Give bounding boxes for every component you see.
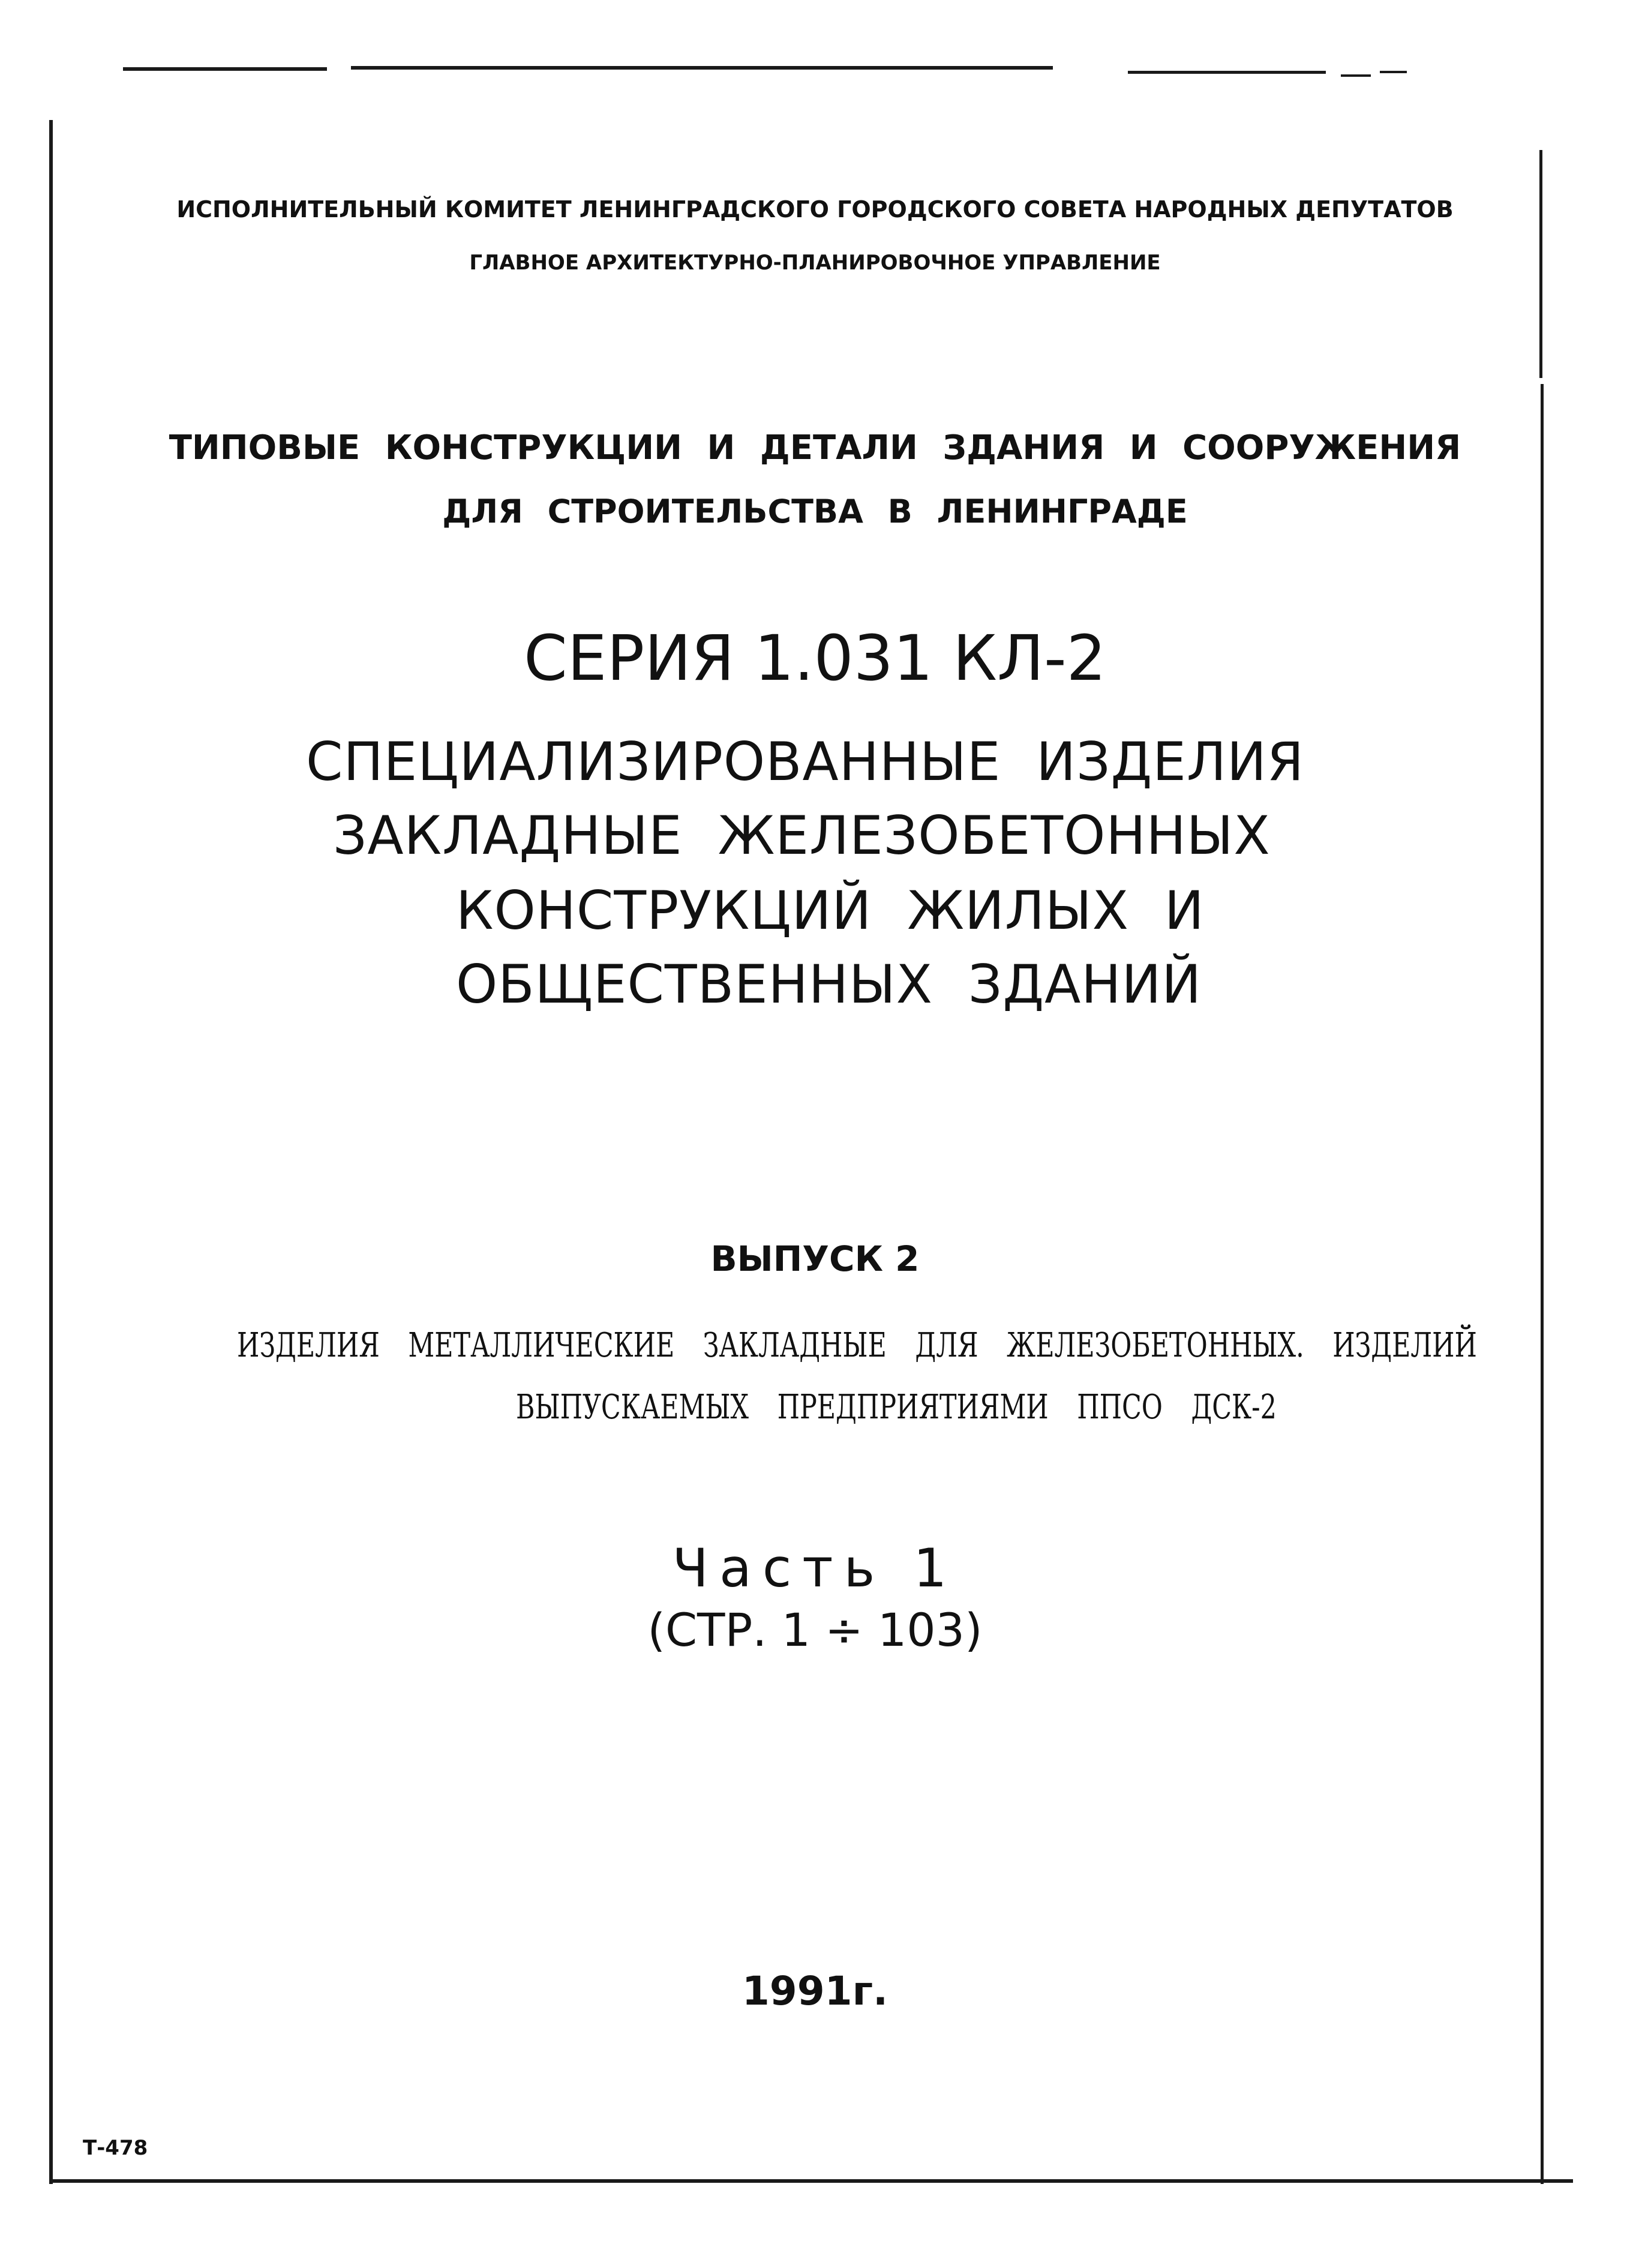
top-rule-segment-3 — [1128, 71, 1326, 74]
publication-year: 1991г. — [742, 1968, 888, 2014]
page-range: (СТР. 1 ÷ 103) — [647, 1603, 983, 1657]
title-line-3: КОНСТРУКЦИЙ ЖИЛЫХ И — [456, 880, 1205, 941]
issue-number: ВЫПУСК 2 — [710, 1238, 920, 1279]
top-rule-segment-1 — [123, 67, 327, 71]
typical-line-2: ДЛЯ СТРОИТЕЛЬСТВА В ЛЕНИНГРАДЕ — [442, 493, 1188, 530]
top-rule-segment-4 — [1341, 74, 1371, 77]
part-number: Часть 1 — [672, 1537, 958, 1599]
frame-bottom — [49, 2179, 1573, 2183]
description-line-1: ИЗДЕЛИЯ МЕТАЛЛИЧЕСКИЕ ЗАКЛАДНЫЕ ДЛЯ ЖЕЛЕЗОБЕТОННЫХ. ИЗДЕЛИЙ — [237, 1326, 1477, 1365]
org-line-1: ИСПОЛНИТЕЛЬНЫЙ КОМИТЕТ ЛЕНИНГРАДСКОГО ГОРОДСКОГО СОВЕТА НАРОДНЫХ ДЕПУТАТОВ — [176, 196, 1454, 223]
top-rule-segment-2 — [351, 66, 1053, 70]
title-line-2: ЗАКЛАДНЫЕ ЖЕЛЕЗОБЕТОННЫХ — [333, 805, 1271, 866]
description-line-2: ВЫПУСКАЕМЫХ ПРЕДПРИЯТИЯМИ ППСО ДСК-2 — [516, 1388, 1277, 1427]
org-line-2: ГЛАВНОЕ АРХИТЕКТУРНО-ПЛАНИРОВОЧНОЕ УПРАВЛЕНИЕ — [469, 251, 1161, 275]
title-line-4: ОБЩЕСТВЕННЫХ ЗДАНИЙ — [456, 953, 1202, 1015]
title-line-1: СПЕЦИАЛИЗИРОВАННЫЕ ИЗДЕЛИЯ — [306, 731, 1305, 793]
typical-line-1: ТИПОВЫЕ КОНСТРУКЦИИ И ДЕТАЛИ ЗДАНИЯ И СООРУЖЕНИЯ — [169, 428, 1461, 467]
series-title: СЕРИЯ 1.031 КЛ-2 — [524, 622, 1106, 695]
document-code: Т-478 — [83, 2136, 148, 2160]
top-rule-segment-5 — [1380, 71, 1407, 73]
